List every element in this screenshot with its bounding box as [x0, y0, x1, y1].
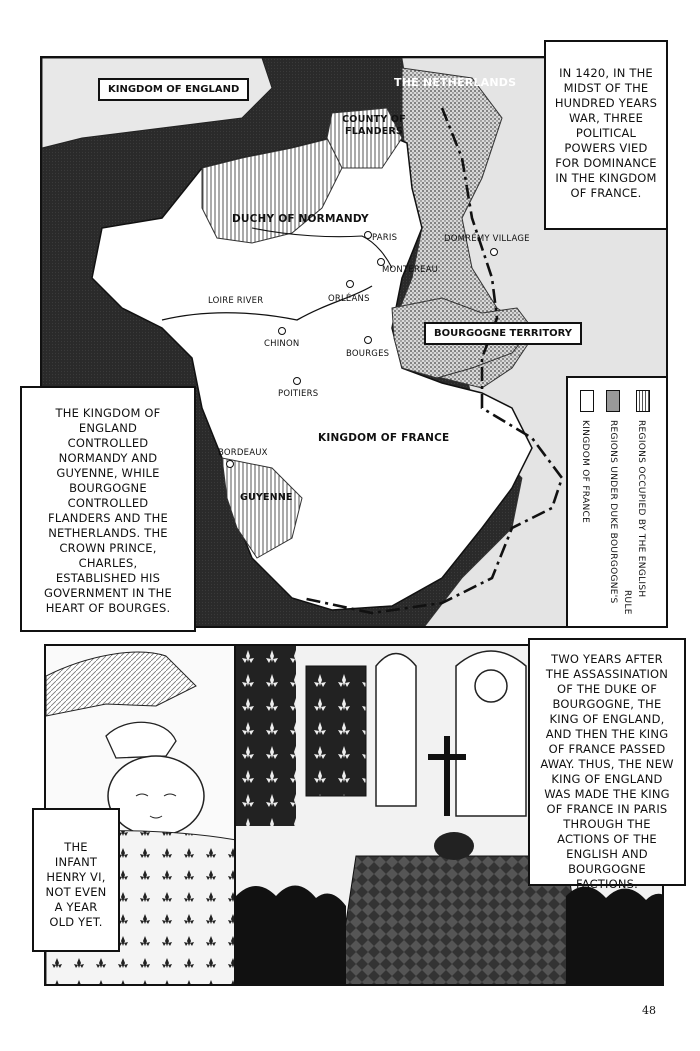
bordeaux-label: BORDEAUX — [218, 448, 268, 458]
legend-france-text: KINGDOM OF FRANCE — [580, 420, 590, 524]
page-number: 48 — [642, 1004, 656, 1017]
legend-english-text: REGIONS OCCUPIED BY THE ENGLISH — [636, 420, 646, 598]
normandy-label: DUCHY OF NORMANDY — [232, 213, 369, 225]
flanders-label — [334, 114, 414, 138]
domremy-label: DOMRÉMY VILLAGE — [444, 234, 530, 244]
legend-bourgogne-text-1: REGIONS UNDER DUKE BOURGOGNE'S — [608, 420, 618, 604]
legend-swatch-bourgogne — [606, 390, 620, 412]
legend-swatch-france — [580, 390, 594, 412]
legend-bourgogne-text-2: RULE — [622, 590, 632, 615]
chinon-label: CHINON — [264, 339, 300, 349]
paris-label: PARIS — [372, 233, 398, 243]
poitiers-label: POITIERS — [278, 389, 319, 399]
poitiers-marker — [293, 377, 301, 385]
orleans-marker — [346, 280, 354, 288]
caption-intro: IN 1420, IN THE MIDST OF THE HUNDRED YEARS WAR, THREE POLITICAL POWERS VIED FOR DOMINANCE IN THE KINGDOM OF FRANCE. — [544, 40, 668, 230]
bourges-label: BOURGES — [346, 349, 390, 359]
chinon-marker — [278, 327, 286, 335]
caption-assassination: TWO YEARS AFTER THE ASSASSINATION OF THE DUKE OF BOURGOGNE, THE KING OF ENGLAND, AND THEN THE KING OF FRANCE PASSED AWAY. THUS, THE NEW KING OF ENGLAND WAS MADE THE KING OF FRANCE IN PARIS THROUGH THE ACTIONS OF THE ENGLISH AND BOURGOGNE FACTIONS. — [528, 638, 686, 886]
netherlands-label: THE NETHERLANDS — [394, 76, 517, 89]
kingdom-france-label: KINGDOM OF FRANCE — [314, 430, 453, 446]
paris-marker — [364, 231, 372, 239]
bordeaux-marker — [226, 460, 234, 468]
loire-label: LOIRE RIVER — [208, 296, 264, 306]
england-label: KINGDOM OF ENGLAND — [98, 78, 249, 101]
legend-swatch-english — [636, 390, 650, 412]
bourges-marker — [364, 336, 372, 344]
caption-infant: THE INFANT HENRY VI, NOT EVEN A YEAR OLD YET. — [32, 808, 120, 952]
flanders-text: COUNTY OF FLANDERS — [342, 114, 406, 137]
montereau-label: MONTEREAU — [382, 265, 439, 275]
map-legend — [566, 376, 668, 628]
guyenne-label: GUYENNE — [240, 492, 293, 503]
orleans-label: ORLÉANS — [328, 294, 370, 304]
caption-control: THE KINGDOM OF ENGLAND CONTROLLED NORMANDY AND GUYENNE, WHILE BOURGOGNE CONTROLLED FLANDERS AND THE NETHERLANDS. THE CROWN PRINCE, CHARLES, ESTABLISHED HIS GOVERNMENT IN THE HEART OF BOURGES. — [20, 386, 196, 632]
domremy-marker — [490, 248, 498, 256]
bourgogne-territory-label: BOURGOGNE TERRITORY — [424, 322, 582, 345]
